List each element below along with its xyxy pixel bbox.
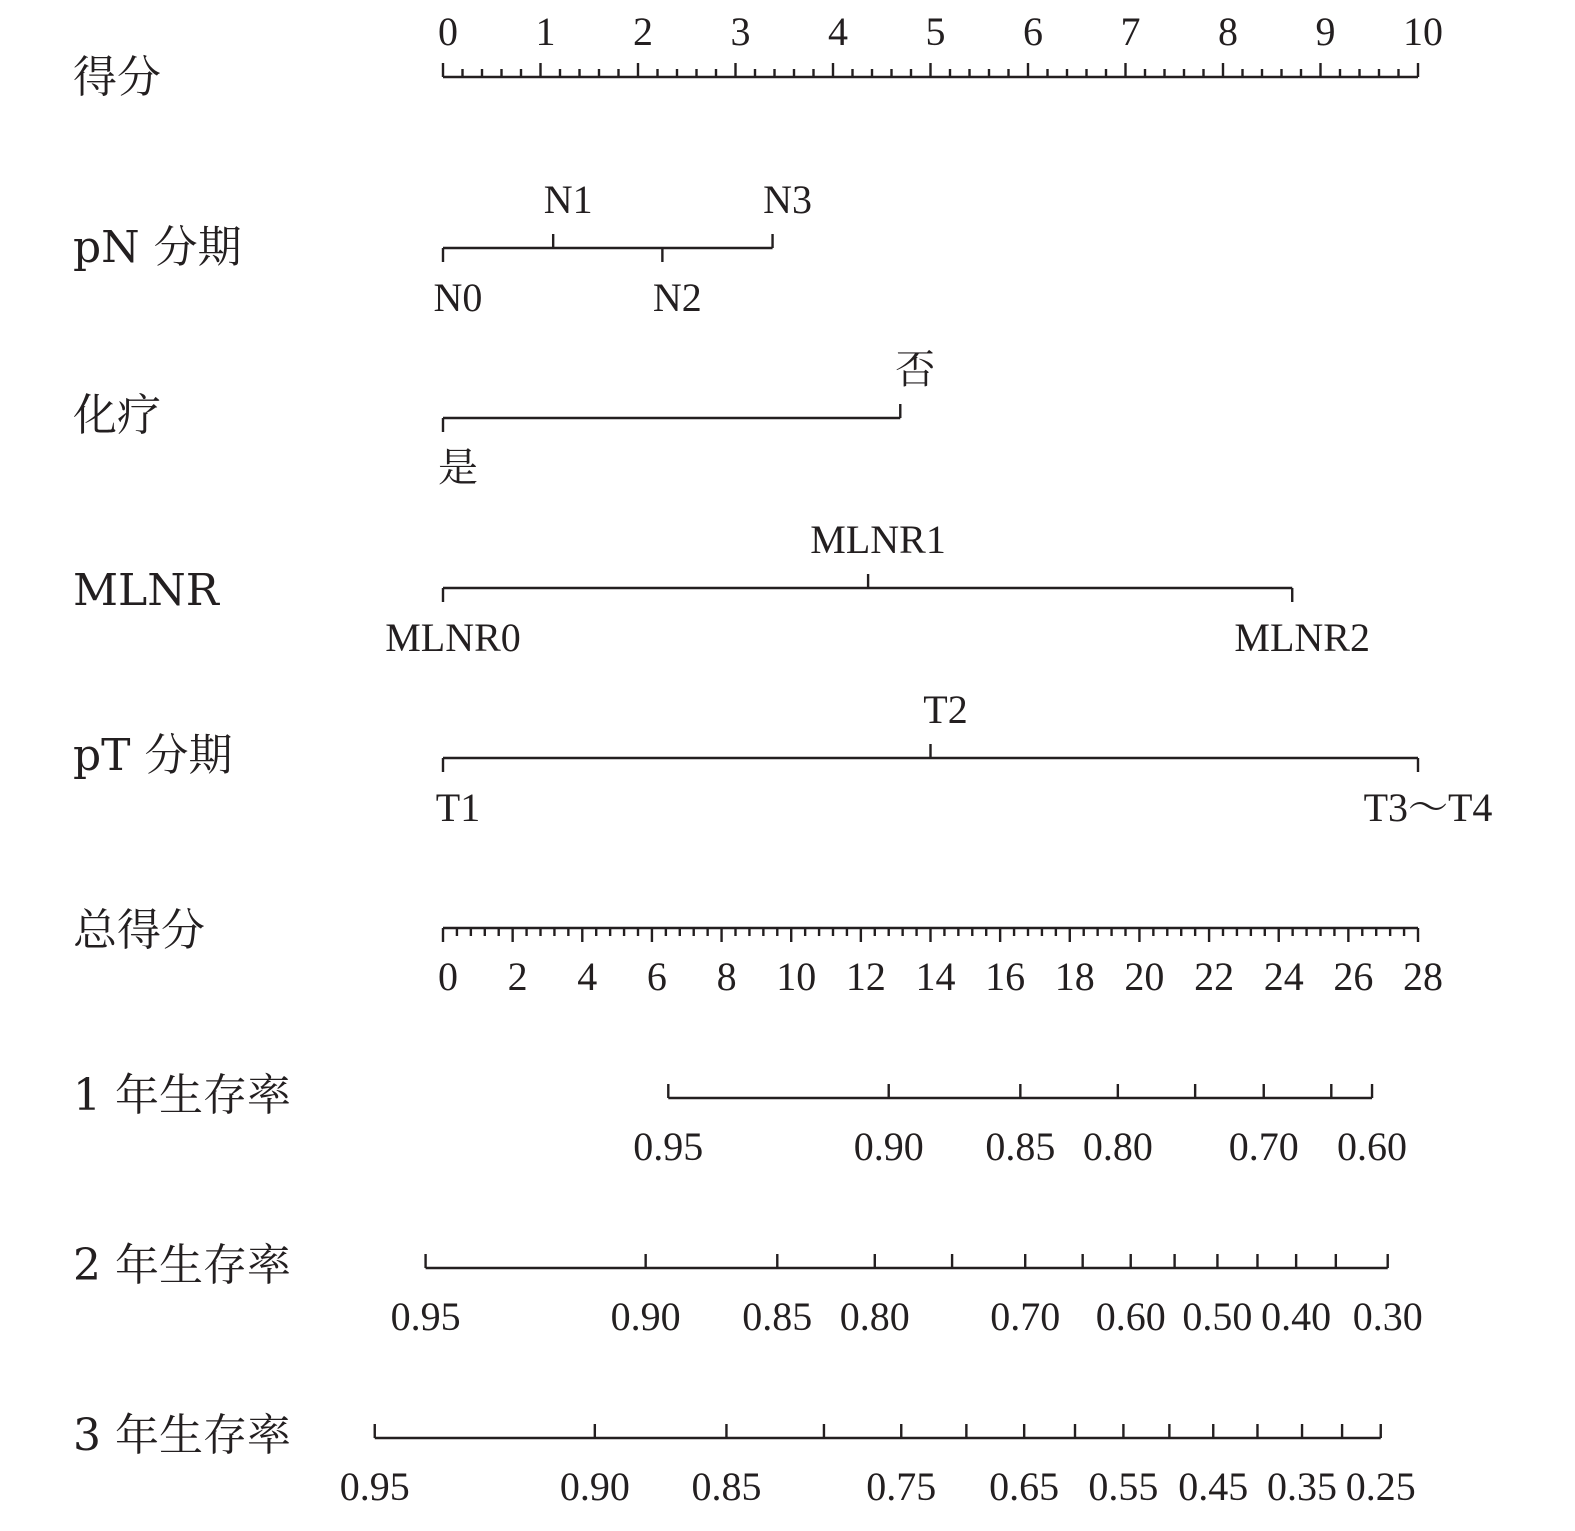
tick-label: 12 xyxy=(845,954,886,999)
survival-label: 0.80 xyxy=(839,1294,910,1339)
row-labels xyxy=(73,52,291,1461)
row-label-surv3: 3 年生存率 xyxy=(73,1410,291,1461)
row-label-total: 总得分 xyxy=(73,905,205,956)
level-label: MLNR1 xyxy=(810,517,946,562)
tick-label: 28 xyxy=(1403,954,1443,999)
level-label: MLNR2 xyxy=(1234,615,1371,660)
survival-label: 0.60 xyxy=(1095,1294,1166,1339)
tick-label: 2 xyxy=(507,954,528,999)
survival-label: 0.85 xyxy=(742,1294,813,1339)
tick-label: 24 xyxy=(1263,954,1304,999)
level-label: T2 xyxy=(923,687,968,732)
tick-label: 16 xyxy=(985,954,1026,999)
axis-surv3 xyxy=(340,1424,1416,1509)
tick-label: 20 xyxy=(1124,954,1165,999)
tick-label: 1 xyxy=(535,9,556,54)
survival-label: 0.80 xyxy=(1082,1124,1153,1169)
tick-label: 4 xyxy=(577,954,598,999)
survival-label: 0.90 xyxy=(559,1464,630,1509)
level-label: T3～T4 xyxy=(1363,785,1493,830)
axis-pn xyxy=(434,177,812,320)
tick-label: 8 xyxy=(716,954,737,999)
axis-mlnr xyxy=(385,517,1370,660)
survival-label: 0.50 xyxy=(1182,1294,1253,1339)
tick-label: 3 xyxy=(730,9,751,54)
axis-points xyxy=(438,9,1443,77)
axis-chemo xyxy=(438,347,935,490)
axis-pt xyxy=(436,687,1493,830)
tick-label: 0 xyxy=(438,9,458,54)
survival-label: 0.60 xyxy=(1337,1124,1408,1169)
survival-label: 0.55 xyxy=(1088,1464,1159,1509)
tick-label: 9 xyxy=(1315,9,1336,54)
level-label: 否 xyxy=(895,347,936,392)
axis-surv1 xyxy=(633,1084,1407,1169)
survival-label: 0.85 xyxy=(985,1124,1056,1169)
level-label: MLNR0 xyxy=(385,615,521,660)
tick-label: 8 xyxy=(1218,9,1238,54)
level-label: N3 xyxy=(763,177,812,222)
survival-label: 0.65 xyxy=(989,1464,1060,1509)
tick-label: 14 xyxy=(915,954,956,999)
level-label: 是 xyxy=(438,445,478,490)
tick-label: 5 xyxy=(925,9,946,54)
survival-label: 0.40 xyxy=(1261,1294,1332,1339)
tick-label: 7 xyxy=(1120,9,1141,54)
survival-label: 0.70 xyxy=(990,1294,1061,1339)
tick-label: 18 xyxy=(1054,954,1095,999)
survival-label: 0.45 xyxy=(1178,1464,1249,1509)
row-label-mlnr: MLNR xyxy=(73,565,219,616)
row-label-pn: pN 分期 xyxy=(73,222,242,273)
tick-label: 0 xyxy=(438,954,458,999)
survival-label: 0.35 xyxy=(1267,1464,1338,1509)
survival-label: 0.75 xyxy=(866,1464,937,1509)
row-axes xyxy=(340,9,1493,1509)
level-label: N1 xyxy=(543,177,593,222)
survival-label: 0.95 xyxy=(339,1464,410,1509)
tick-label: 26 xyxy=(1333,954,1374,999)
tick-label: 4 xyxy=(828,9,848,54)
tick-label: 6 xyxy=(646,954,667,999)
level-label: N0 xyxy=(433,275,483,320)
survival-label: 0.90 xyxy=(610,1294,681,1339)
row-label-surv1: 1 年生存率 xyxy=(73,1070,291,1121)
survival-label: 0.95 xyxy=(633,1124,704,1169)
row-label-pt: pT 分期 xyxy=(73,730,233,781)
row-label-surv2: 2 年生存率 xyxy=(73,1240,291,1291)
survival-label: 0.30 xyxy=(1352,1294,1423,1339)
survival-label: 0.25 xyxy=(1345,1464,1416,1509)
tick-label: 10 xyxy=(776,954,817,999)
axis-total xyxy=(438,928,1443,999)
row-label-points: 得分 xyxy=(73,52,161,103)
survival-label: 0.90 xyxy=(853,1124,924,1169)
tick-label: 10 xyxy=(1403,9,1443,54)
tick-label: 2 xyxy=(633,9,653,54)
axis-surv2 xyxy=(391,1254,1423,1339)
survival-label: 0.95 xyxy=(390,1294,461,1339)
survival-label: 0.70 xyxy=(1228,1124,1299,1169)
level-label: N2 xyxy=(652,275,702,320)
tick-label: 22 xyxy=(1194,954,1235,999)
survival-label: 0.85 xyxy=(691,1464,762,1509)
row-label-chemo: 化疗 xyxy=(73,390,161,441)
level-label: T1 xyxy=(435,785,481,830)
tick-label: 6 xyxy=(1023,9,1043,54)
